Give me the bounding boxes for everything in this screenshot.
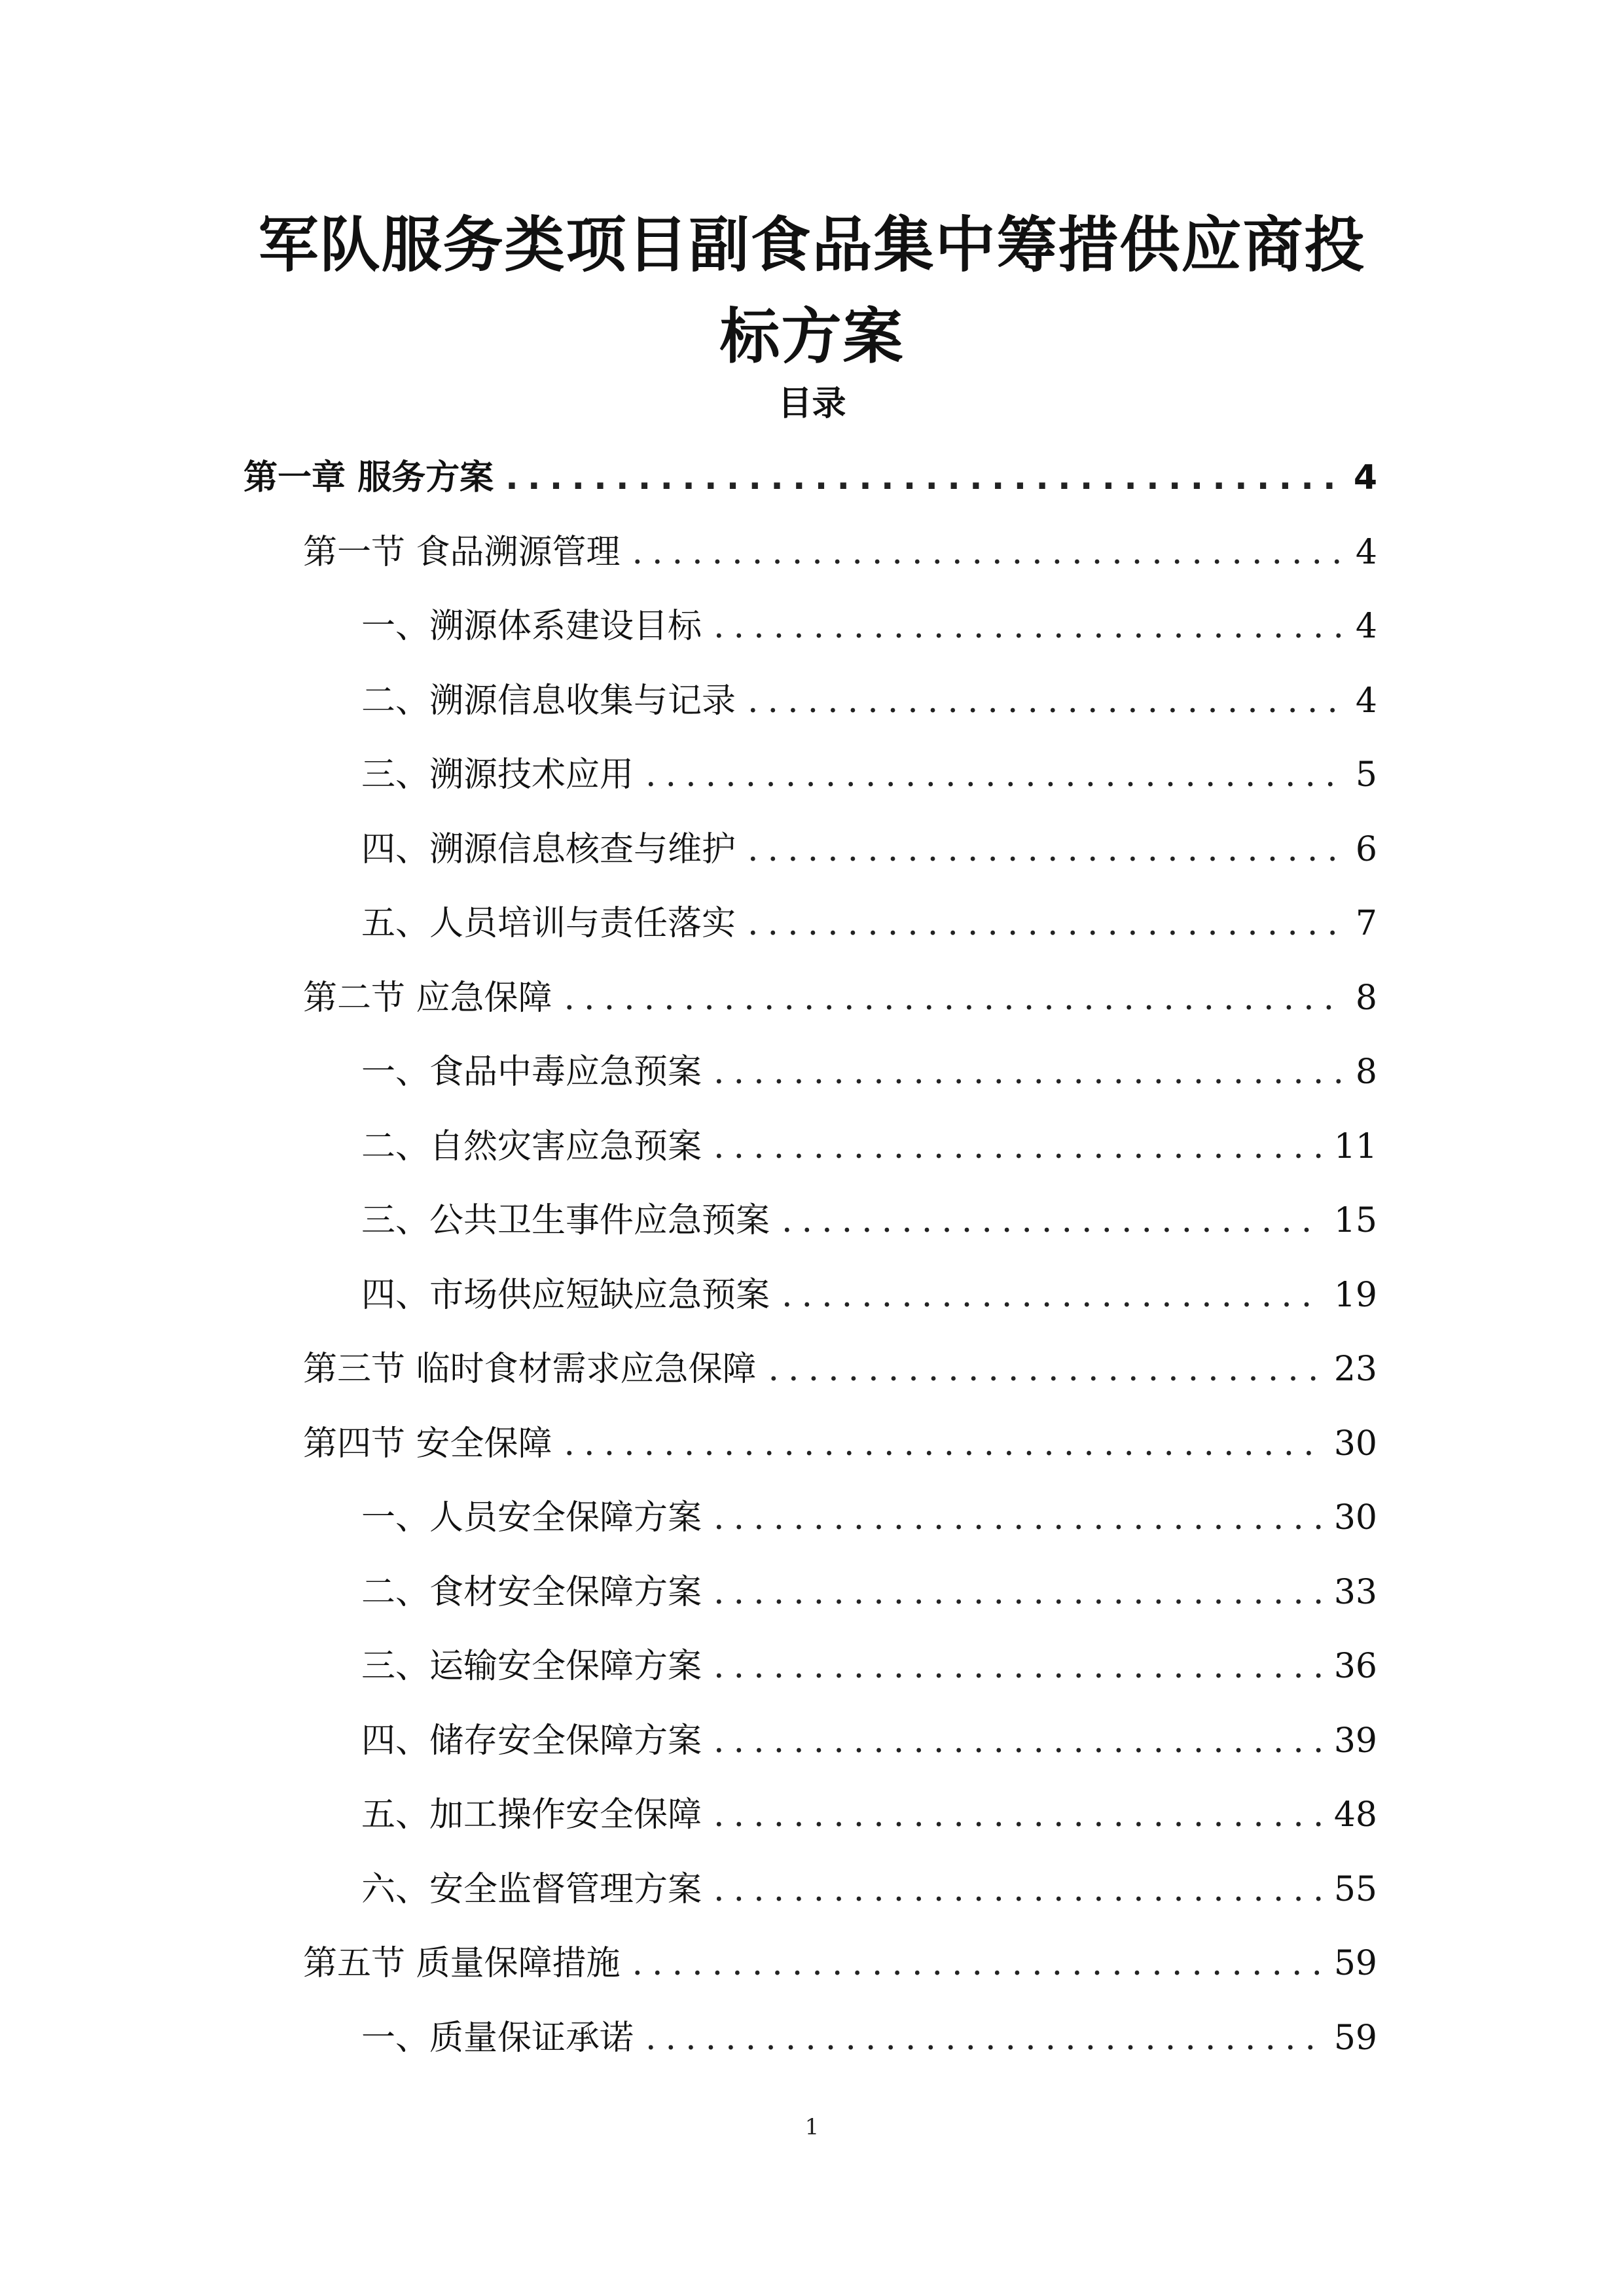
toc-entry-number: 一、 — [361, 2018, 430, 2058]
toc-entry-page: 59 — [1333, 1944, 1377, 1983]
toc-entry[interactable] — [303, 526, 1377, 579]
toc-dot-leader — [564, 1418, 1322, 1470]
toc-entry-page: 4 — [1355, 681, 1377, 721]
toc-dot-leader — [748, 823, 1344, 876]
toc-entry-page: 8 — [1355, 1052, 1377, 1092]
toc-entry[interactable] — [361, 1269, 1377, 1321]
toc-entry-number: 六、 — [361, 1870, 430, 1909]
toc-dot-leader — [713, 1046, 1344, 1098]
toc-dot-leader — [782, 1269, 1322, 1321]
toc-entry-title: 自然灾害应急预案 — [429, 1127, 702, 1166]
page-number: 1 — [804, 2114, 820, 2140]
toc-entry-number: 四、 — [361, 1721, 430, 1761]
toc-entry-page: 39 — [1333, 1721, 1377, 1761]
toc-entry-page: 33 — [1333, 1573, 1377, 1612]
toc-entry[interactable] — [303, 1937, 1377, 1990]
toc-dot-leader — [713, 1121, 1322, 1173]
toc-dot-leader — [645, 2012, 1322, 2064]
toc-entry-page: 8 — [1355, 978, 1377, 1018]
toc-entry-title: 溯源体系建设目标 — [429, 607, 702, 646]
toc-entry-title: 溯源信息收集与记录 — [429, 681, 736, 721]
toc-entry-title: 第一章 服务方案 — [244, 458, 494, 497]
toc-entry-number: 二、 — [361, 1127, 430, 1166]
toc-entry[interactable] — [361, 1715, 1377, 1767]
toc-entry-title: 食材安全保障方案 — [429, 1573, 702, 1612]
toc-dot-leader — [768, 1343, 1322, 1395]
toc-entry-number: 二、 — [361, 681, 430, 721]
toc-entry[interactable] — [361, 823, 1377, 876]
toc-entry-number: 三、 — [361, 1647, 430, 1686]
toc-entry-title: 人员培训与责任落实 — [429, 904, 736, 943]
toc-entry-title: 安全监督管理方案 — [429, 1870, 702, 1909]
toc-entry-number: 四、 — [361, 830, 430, 869]
toc-entry-page: 59 — [1333, 2018, 1377, 2058]
toc-entry[interactable] — [361, 1863, 1377, 1916]
toc-dot-leader — [645, 749, 1344, 801]
toc-entry-number: 三、 — [361, 1201, 430, 1240]
toc-entry-page: 36 — [1333, 1647, 1377, 1686]
toc-entry-title: 人员安全保障方案 — [429, 1498, 702, 1537]
toc-entry-page: 4 — [1355, 607, 1377, 646]
toc-entry[interactable] — [303, 1343, 1377, 1395]
toc-entry-number: 二、 — [361, 1573, 430, 1612]
toc-entry-title: 公共卫生事件应急预案 — [429, 1201, 770, 1240]
toc-dot-leader — [713, 1789, 1322, 1841]
toc-entry[interactable] — [361, 1121, 1377, 1173]
toc-heading: 目录 — [778, 384, 846, 423]
toc-dot-leader — [782, 1194, 1322, 1247]
toc-entry-page: 4 — [1353, 458, 1377, 497]
toc-entry-title: 质量保证承诺 — [429, 2018, 634, 2058]
toc-dot-leader — [748, 897, 1344, 950]
toc-dot-leader — [713, 600, 1344, 653]
toc-entry[interactable] — [361, 675, 1377, 727]
toc-entry-title: 市场供应短缺应急预案 — [429, 1276, 770, 1315]
toc-entry[interactable] — [361, 1492, 1377, 1544]
toc-entry-page: 15 — [1333, 1201, 1377, 1240]
toc-entry-page: 30 — [1333, 1424, 1377, 1463]
toc-dot-leader — [632, 526, 1344, 579]
toc-dot-leader — [632, 1937, 1322, 1990]
toc-entry[interactable] — [361, 1640, 1377, 1693]
toc-entry[interactable] — [361, 1194, 1377, 1247]
toc-entry-title: 第四节 安全保障 — [303, 1424, 552, 1463]
toc-entry-page: 23 — [1333, 1350, 1377, 1389]
toc-dot-leader — [713, 1863, 1322, 1916]
toc-entry[interactable] — [244, 452, 1377, 504]
toc-entry[interactable] — [361, 600, 1377, 653]
toc-entry[interactable] — [361, 2012, 1377, 2064]
toc-entry-title: 运输安全保障方案 — [429, 1647, 702, 1686]
toc-entry-page: 6 — [1355, 830, 1377, 869]
toc-entry-title: 食品中毒应急预案 — [429, 1052, 702, 1092]
toc-entry[interactable] — [361, 1789, 1377, 1841]
toc-entry-title: 溯源技术应用 — [429, 755, 634, 795]
toc-entry-page: 7 — [1355, 904, 1377, 943]
toc-entry-title: 第二节 应急保障 — [303, 978, 552, 1018]
toc-dot-leader — [505, 452, 1342, 504]
toc-entry-page: 5 — [1355, 755, 1377, 795]
toc-entry-title: 第五节 质量保障措施 — [303, 1944, 621, 1983]
toc-entry-number: 一、 — [361, 607, 430, 646]
toc-entry-number: 五、 — [361, 1795, 430, 1835]
toc-entry[interactable] — [361, 749, 1377, 801]
toc-entry[interactable] — [303, 972, 1377, 1024]
toc-dot-leader — [748, 675, 1344, 727]
toc-dot-leader — [713, 1492, 1322, 1544]
toc-entry-number: 一、 — [361, 1052, 430, 1092]
toc-entry-page: 4 — [1355, 533, 1377, 572]
toc-dot-leader — [564, 972, 1344, 1024]
toc-entry[interactable] — [361, 1566, 1377, 1619]
toc-entry-number: 三、 — [361, 755, 430, 795]
toc-entry[interactable] — [303, 1418, 1377, 1470]
document-title: 军队服务类项目副食品集中筹措供应商投标方案 — [258, 210, 1366, 372]
toc-entry-page: 55 — [1333, 1870, 1377, 1909]
toc-entry-page: 48 — [1333, 1795, 1377, 1835]
toc-entry-page: 19 — [1333, 1276, 1377, 1315]
toc-dot-leader — [713, 1640, 1322, 1693]
toc-entry-title: 第三节 临时食材需求应急保障 — [303, 1350, 757, 1389]
toc-dot-leader — [713, 1566, 1322, 1619]
toc-entry[interactable] — [361, 1046, 1377, 1098]
toc-entry-number: 一、 — [361, 1498, 430, 1537]
toc-entry-page: 30 — [1333, 1498, 1377, 1537]
toc-entry-page: 11 — [1333, 1127, 1377, 1166]
toc-entry-title: 溯源信息核查与维护 — [429, 830, 736, 869]
toc-entry[interactable] — [361, 897, 1377, 950]
toc-entry-title: 加工操作安全保障 — [429, 1795, 702, 1835]
toc-entry-title: 第一节 食品溯源管理 — [303, 533, 621, 572]
toc-dot-leader — [713, 1715, 1322, 1767]
toc-entry-number: 四、 — [361, 1276, 430, 1315]
toc-entry-title: 储存安全保障方案 — [429, 1721, 702, 1761]
toc-entry-number: 五、 — [361, 904, 430, 943]
